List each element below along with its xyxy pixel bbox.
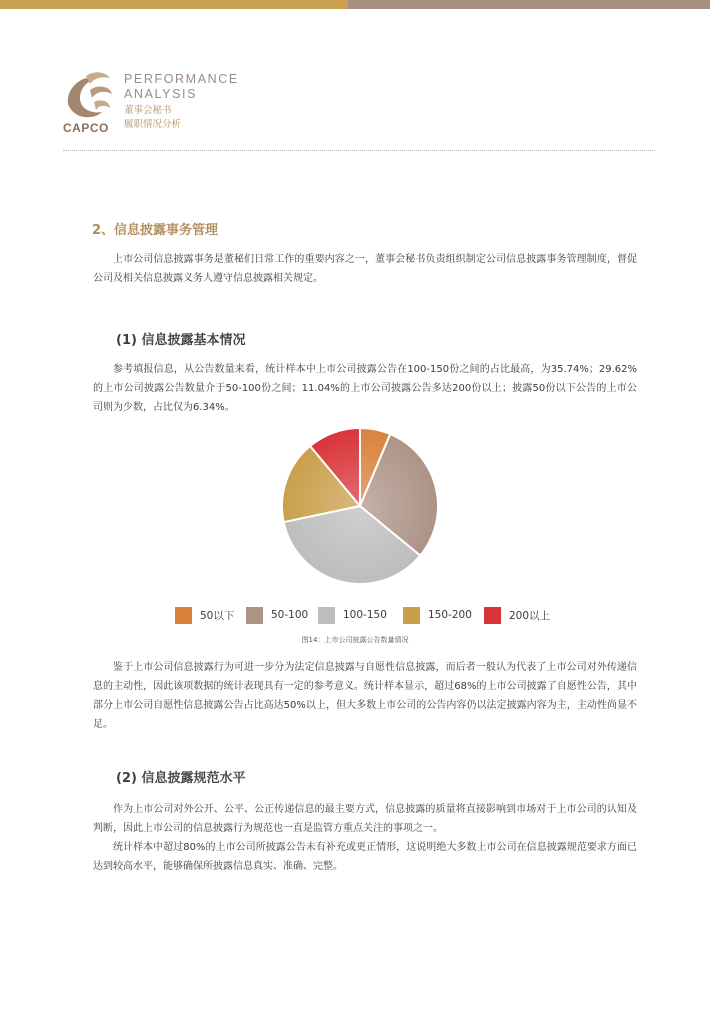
legend-item <box>175 607 234 623</box>
header-subtitle-line2: 履职情况分析 <box>124 119 182 130</box>
page-header <box>60 68 660 148</box>
pie-chart-svg <box>280 426 440 586</box>
legend-label: 150-200 <box>428 609 472 621</box>
pie-chart <box>280 426 440 586</box>
legend-label: 50-100 <box>271 609 309 621</box>
legend-swatch <box>484 607 501 624</box>
header-subtitle-line1: 董事会秘书 <box>124 105 172 116</box>
brand-name: CAPCO <box>63 121 109 135</box>
top-bar-gold-segment <box>0 0 348 9</box>
top-color-bar <box>0 0 710 9</box>
legend-item <box>484 607 550 623</box>
header-title-block <box>124 72 239 132</box>
header-title-line1: PERFORMANCE <box>124 72 239 86</box>
legend-item <box>318 607 387 623</box>
header-title-line2: ANALYSIS <box>124 87 198 101</box>
subsection-1-paragraph-2: 鉴于上市公司信息披露行为可进一步分为法定信息披露与自愿性信息披露，而后者一般认为代表了上市公司对外传递信息的主动性，因此该项数据的统计表现具有一定的参考意义。统计样本显示，超过68%的上市公司披露了自愿性公告，其中部分上市公司自愿性信息披露公告占比高达50%以上，但大多数上市公司的公告内容仍以法定披露内容为主，主动性尚显不足。 <box>93 662 637 730</box>
legend-swatch <box>175 607 192 624</box>
subsection-1-title: (1) 信息披露基本情况 <box>116 333 246 348</box>
header-divider <box>63 150 655 151</box>
legend-swatch <box>318 607 335 624</box>
legend-label: 200以上 <box>509 609 551 622</box>
section-title: 2、信息披露事务管理 <box>92 223 219 238</box>
top-bar-taupe-segment <box>348 0 710 9</box>
legend-item <box>403 607 472 623</box>
subsection-2-paragraph-1: 作为上市公司对外公开、公平、公正传递信息的最主要方式，信息披露的质量将直接影响到市场对于上市公司的认知及判断，因此上市公司的信息披露行为规范也一直是监管方重点关注的事项之一。 <box>93 804 637 834</box>
legend-label: 50以下 <box>200 609 235 622</box>
section-intro-paragraph: 上市公司信息披露事务是董秘们日常工作的重要内容之一，董事会秘书负责组织制定公司信息披露事务管理制度，督促公司及相关信息披露义务人遵守信息披露相关规定。 <box>93 254 637 284</box>
legend-item <box>246 607 308 623</box>
subsection-2-paragraph-2: 统计样本中超过80%的上市公司所披露公告未有补充或更正情形，这说明绝大多数上市公司在信息披露规范要求方面已达到较高水平，能够确保所披露信息真实、准确、完整。 <box>93 842 637 872</box>
legend-swatch <box>403 607 420 624</box>
legend-label: 100-150 <box>343 609 387 621</box>
subsection-2-title: (2) 信息披露规范水平 <box>116 771 246 786</box>
legend-swatch <box>246 607 263 624</box>
figure-caption: 图14：上市公司披露公告数量情况 <box>301 636 409 644</box>
subsection-1-paragraph: 参考填报信息，从公告数量来看，统计样本中上市公司披露公告在100-150份之间的占比最高，为35.74%；29.62%的上市公司披露公告数量介于50-100份之间；11.04%的上市公司披露公告多达200份以上；披露50份以下公告的上市公司则为少数，占比仅为6.34%。 <box>93 364 637 413</box>
